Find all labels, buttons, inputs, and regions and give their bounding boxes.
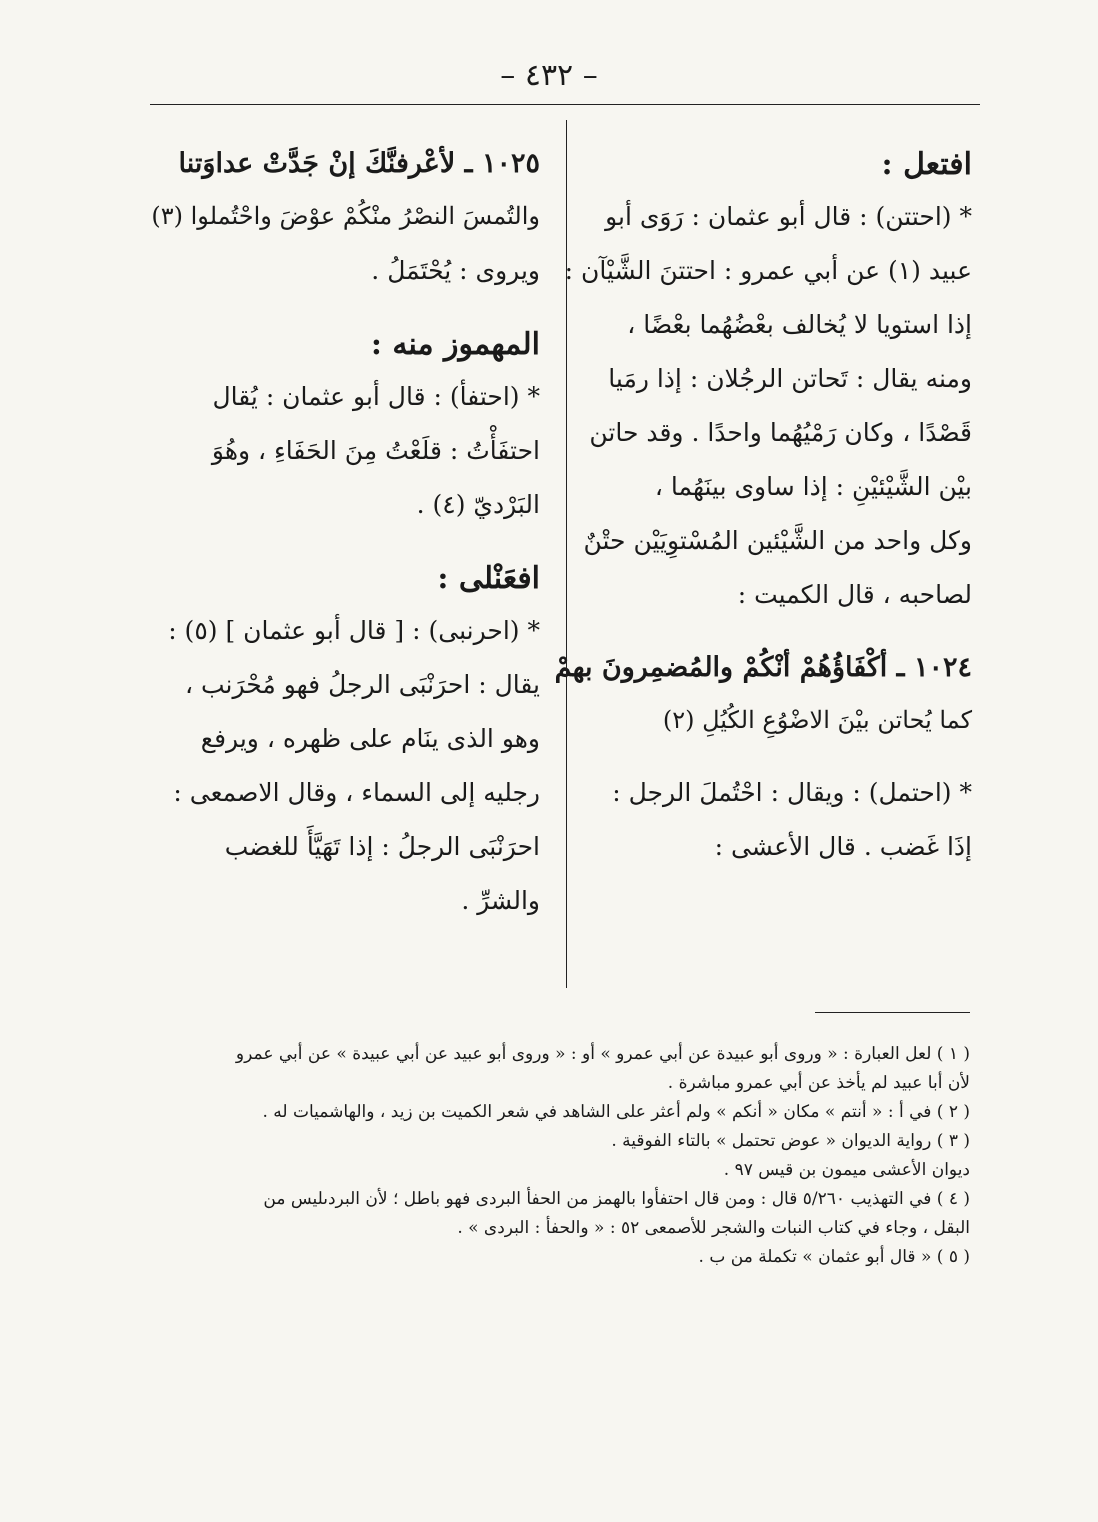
text-line: احتفَأْتُ : قلَعْتُ مِنَ الحَفَاءِ ، وهُوَ xyxy=(211,436,540,465)
footnotes xyxy=(150,1040,970,1272)
footnote-line: ( ٥ ) « قال أبو عثمان » تكملة من ب . xyxy=(698,1247,970,1267)
right-column xyxy=(554,140,972,878)
footnote-line: البقل ، وجاء في كتاب النبات والشجر للأصمعى ٥٢ : « والحفأ : البردى » . xyxy=(457,1218,970,1238)
text-line: إذا استويا لا يُخالف بعْضُهُما بعْضًا ، xyxy=(627,310,972,339)
spacer xyxy=(150,536,540,554)
footnote-rule xyxy=(815,1012,970,1013)
footnote-line: لأن أبا عبيد لم يأخذ عن أبي عمرو مباشرة . xyxy=(667,1073,970,1093)
text-line: رجليه إلى السماء ، وقال الاصمعى : xyxy=(173,778,540,807)
spacer xyxy=(150,302,540,320)
text-line: * (احتتن) : قال أبو عثمان : رَوَى أبو xyxy=(605,202,972,231)
section-heading: افتعل : xyxy=(881,147,972,182)
footnote-line: ( ٣ ) رواية الديوان « عوض تحتمل » بالتاء الفوقية . xyxy=(611,1131,970,1151)
footnote-line: ( ٤ ) في التهذيب ٥/٢٦٠ قال : ومن قال احتفأوا بالهمز من الحفأ البردى فهو باطل ؛ لأن البردىليس من xyxy=(263,1189,970,1209)
section-heading: المهموز منه : xyxy=(370,327,540,362)
verse-line: ١٠٢٤ ـ أكْفَاؤُهُمْ أنْكُمْ والمُضمِرونَ بهمْ xyxy=(554,652,972,683)
text-line: ومنه يقال : تَحاتن الرجُلان : إذا رمَيا xyxy=(608,364,972,393)
text-line: عبيد (١) عن أبي عمرو : احتتنَ الشَّيْآن : xyxy=(564,256,972,285)
verse-line: كما يُحاتن بيْنَ الاضْوُعِ الكُيُلِ (٢) xyxy=(662,706,972,734)
text-line: يقال : احرَنْبَى الرجلُ فهو مُحْرَنب ، xyxy=(184,670,540,699)
section-heading: افعَنْلى : xyxy=(437,561,540,596)
column-divider xyxy=(566,120,567,988)
left-column xyxy=(150,140,540,932)
spacer xyxy=(596,626,972,644)
footnote-line: ( ٢ ) في أ : « أنتم » مكان « أنكم » ولم أعثر على الشاهد في شعر الكميت بن زيد ، والهاشميات له . xyxy=(262,1102,970,1122)
text-line: احرَنْبَى الرجلُ : إذا تَهَيَّأَ للغضب xyxy=(224,832,540,861)
text-line: البَرْديّ (٤) . xyxy=(416,490,540,519)
verse-line: ١٠٢٥ ـ لأعْرفنَّكَ إنْ جَدَّتْ عداوَتنا xyxy=(178,148,540,179)
text-line: وهو الذى ينَام على ظهره ، ويرفع xyxy=(200,724,540,753)
text-line: * (احتمل) : ويقال : احْتُملَ الرجل : xyxy=(612,778,972,807)
text-line: ويروى : يُحْتَمَلُ . xyxy=(371,256,540,285)
text-line: وكل واحد من الشَّيْئين المُسْتوِيَيْن حتْنٌ xyxy=(583,526,972,555)
text-line: * (احتفأ) : قال أبو عثمان : يُقال xyxy=(212,382,540,411)
header-rule xyxy=(150,104,980,105)
text-line: إذَا غَضب . قال الأعشى : xyxy=(714,832,972,861)
page-number: – ٤٣٢ – xyxy=(500,58,598,93)
footnote-line: ( ١ ) لعل العبارة : « وروى أبو عبيدة عن أبي عمرو » أو : « وروى أبو عبيد عن أبي عبيدة » عن أبي عمرو xyxy=(235,1044,970,1064)
text-line: بيْن الشَّيْئيْنِ : إذا ساوى بينَهُما ، xyxy=(654,472,972,501)
text-line: لصاحبه ، قال الكميت : xyxy=(737,580,972,609)
spacer xyxy=(596,752,972,770)
text-line: قَصْدًا ، وكان رَمْيُهُما واحدًا . وقد حاتن xyxy=(589,418,972,447)
text-line: * (احرنبى) : [ قال أبو عثمان ] (٥) : xyxy=(168,616,540,645)
footnote-line: ديوان الأعشى ميمون بن قيس ٩٧ . xyxy=(723,1160,970,1180)
verse-line: والتُمسَ النصْرُ منْكُمْ عوْضَ واحْتُملوا (٣) xyxy=(151,202,540,230)
text-line: والشرِّ . xyxy=(461,886,540,915)
